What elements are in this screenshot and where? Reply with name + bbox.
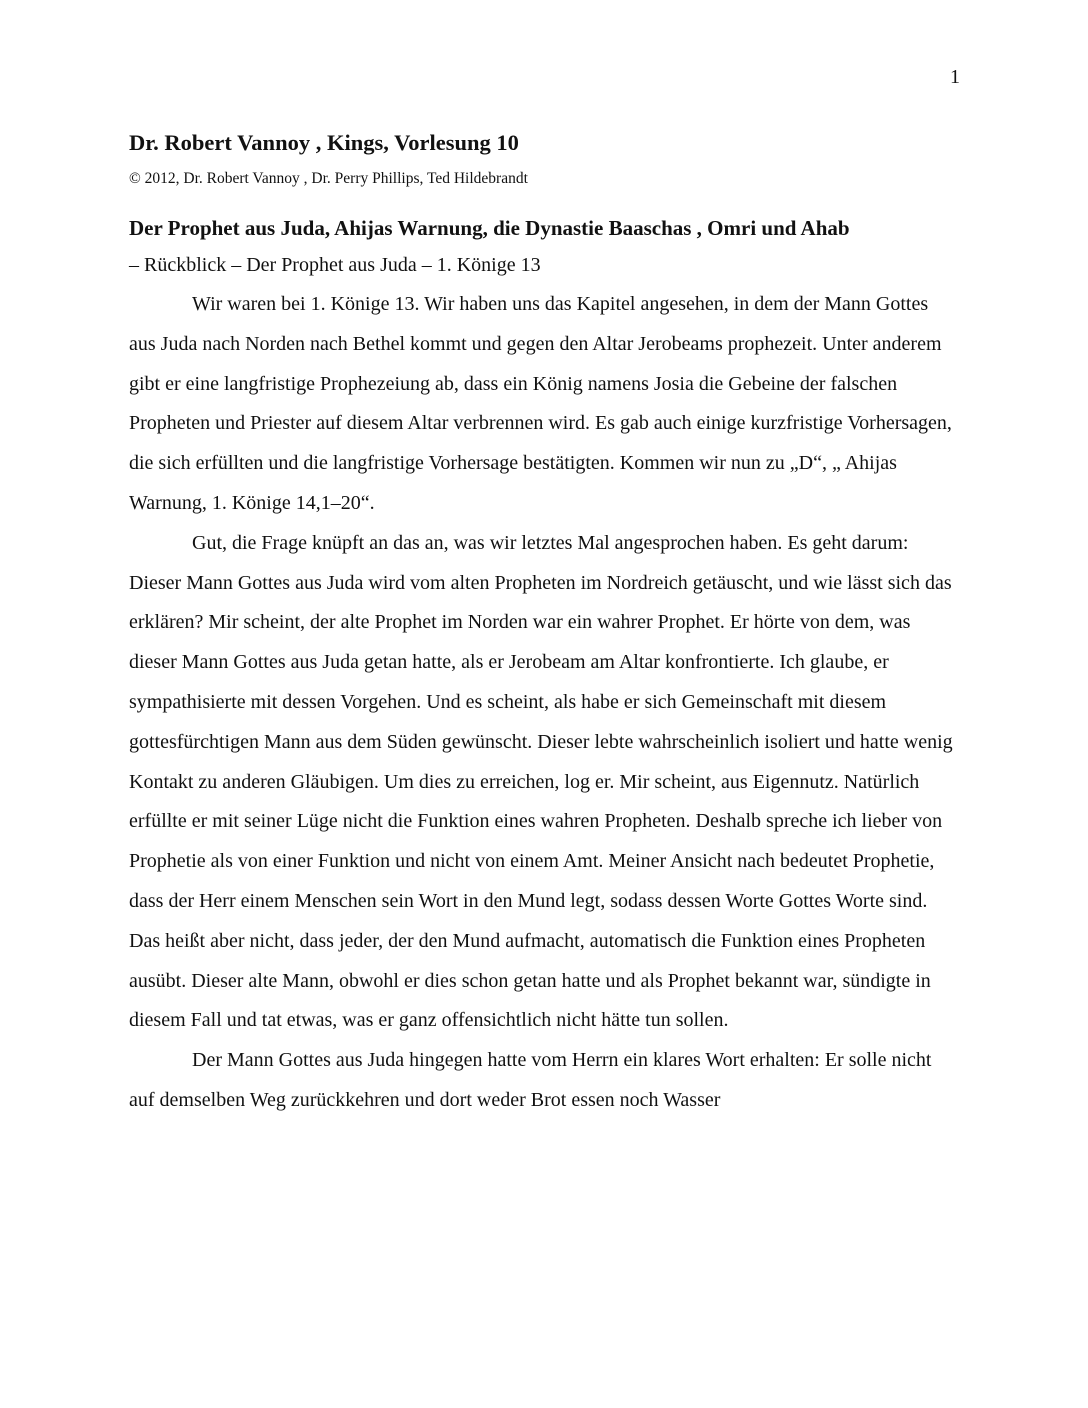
document-body xyxy=(129,126,959,1121)
copyright-line: © 2012, Dr. Robert Vannoy , Dr. Perry Phillips, Ted Hildebrandt xyxy=(129,170,528,187)
document-title: Dr. Robert Vannoy , Kings, Vorlesung 10 xyxy=(129,130,519,155)
paragraph: Gut, die Frage knüpft an das an, was wir letztes Mal angesprochen haben. Es geht darum: Dieser Mann Gottes aus Juda wird vom alten Propheten im Nordreich getäuscht, und wie lässt sich das erklären? Mir scheint, der alte Prophet im Norden war ein wahrer Prophet. Er hörte von dem, was dieser Mann Gottes aus Juda getan hatte, als er Jerobeam am Altar konfrontierte. Ich glaube, er sympathisierte mit dessen Vorgehen. Und es scheint, als habe er sich Gemeinschaft mit diesem gottesfürchtigen Mann aus dem Süden gewünscht. Dieser lebte wahrscheinlich isoliert und hatte wenig Kontakt zu anderen Gläubigen. Um dies zu erreichen, log er. Mir scheint, aus Eigennutz. Natürlich erfüllte er mit seiner Lüge nicht die Funktion eines wahren Propheten. Deshalb spreche ich lieber von Prophetie als von einer Funktion und nicht von einem Amt. Meiner Ansicht nach bedeutet Prophetie, dass der Herr einem Menschen sein Wort in den Mund legt, sodass dessen Worte Gottes Worte sind. Das heißt aber nicht, dass jeder, der den Mund aufmacht, automatisch die Funktion eines Propheten ausübt. Dieser alte Mann, obwohl er dies schon getan hatte und als Prophet bekannt war, sündigte in diesem Fall und tat etwas, was er ganz offensichtlich nicht hätte tun sollen. xyxy=(129,531,953,1032)
section-heading: Der Prophet aus Juda, Ahijas Warnung, die Dynastie Baaschas , Omri und Ahab xyxy=(129,216,850,240)
section-subheading: – Rückblick – Der Prophet aus Juda – 1. Könige 13 xyxy=(129,254,541,276)
page-number: 1 xyxy=(950,66,960,88)
paragraph: Der Mann Gottes aus Juda hingegen hatte vom Herrn ein klares Wort erhalten: Er solle nicht auf demselben Weg zurückkehren und dort weder Brot essen noch Wasser xyxy=(129,1049,932,1111)
paragraph: Wir waren bei 1. Könige 13. Wir haben uns das Kapitel angesehen, in dem der Mann Gottes aus Juda nach Norden nach Bethel kommt und gegen den Altar Jerobeams prophezeit. Unter anderem gibt er eine langfristige Prophezeiung ab, dass ein König namens Josia die Gebeine der falschen Propheten und Priester auf diesem Altar verbrennen wird. Es gab auch einige kurzfristige Vorhersagen, die sich erfüllten und die langfristige Vorhersage bestätigten. Kommen wir nun zu „D“, „ Ahijas Warnung, 1. Könige 14,1–20“. xyxy=(129,293,952,514)
